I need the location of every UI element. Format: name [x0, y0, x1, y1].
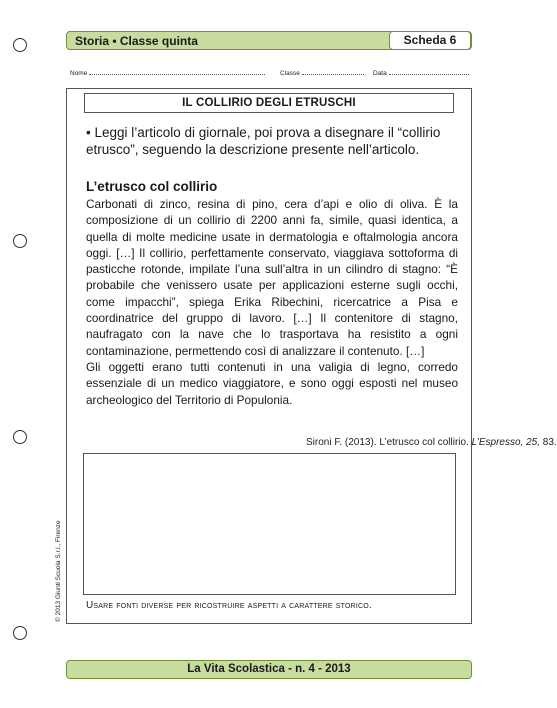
binder-hole-4 — [13, 626, 27, 640]
date-label: Data — [373, 70, 387, 77]
citation-plain: Sironi F. (2013). L’etrusco col collirio. — [306, 437, 472, 448]
class-label: Classe — [280, 70, 300, 77]
copyright-notice: © 2013 Giunti Scuola S.r.l., Firenze — [55, 520, 62, 622]
citation-italic: L’Espresso, 25, — [471, 437, 540, 448]
worksheet-title: IL COLLIRIO DEGLI ETRUSCHI — [84, 93, 454, 113]
citation-end: 83. — [540, 437, 557, 448]
article-paragraph-2: Gli oggetti erano tutti contenuti in una valigia di legno, corredo essenziale di un medico viaggiatore, e sono oggi esposti nel museo archeologico del Territorio di Populonia. — [86, 359, 458, 407]
binder-hole-3 — [13, 430, 27, 444]
binder-hole-1 — [13, 38, 27, 52]
instruction-text: • Leggi l’articolo di giornale, poi prova a disegnare il “collirio etrusco”, seguendo la descrizione presente nell’articolo. — [86, 125, 441, 157]
learning-objective: Usare fonti diverse per ricostruire aspetti a carattere storico. — [86, 600, 372, 611]
date-field[interactable] — [373, 68, 469, 77]
article-citation — [306, 437, 557, 448]
article-title: L’etrusco col collirio — [86, 179, 218, 194]
drawing-area[interactable] — [83, 453, 456, 595]
header-subject: Storia • Classe quinta — [75, 34, 198, 48]
header-bar — [66, 31, 472, 50]
name-label: Nome — [70, 70, 88, 77]
sheet-number: Scheda 6 — [389, 31, 471, 50]
name-field[interactable] — [70, 68, 265, 77]
article-paragraph-1: Carbonati di zinco, resina di pino, cera d’api e olio di oliva. È la composizione di un collirio di 2200 anni fa, simile, quasi identica, a quella di molte medicine usate in dermatologia e oftalmologia ancora oggi. […] Il collirio, perfettamente conservato, viaggiava sottoforma di pasticche rotonde, impilate l’una sull’altra in un cilindro di stagno: “È probabile che venissero usate per applicazioni esterne sugli occhi, come impacchi”, spiega Erika Ribechini, ricercatrice a Pisa e coordinatrice del gruppo di lavoro. […] Il contenitore di stagno, naufragato con la nave che lo trasportava ha resistito a ogni contaminazione, permettendo così di analizzare il contenuto. […] — [86, 197, 458, 358]
binder-hole-2 — [13, 234, 27, 248]
class-field[interactable] — [280, 68, 364, 77]
footer-bar: La Vita Scolastica - n. 4 - 2013 — [66, 660, 472, 679]
article-body — [86, 196, 458, 408]
